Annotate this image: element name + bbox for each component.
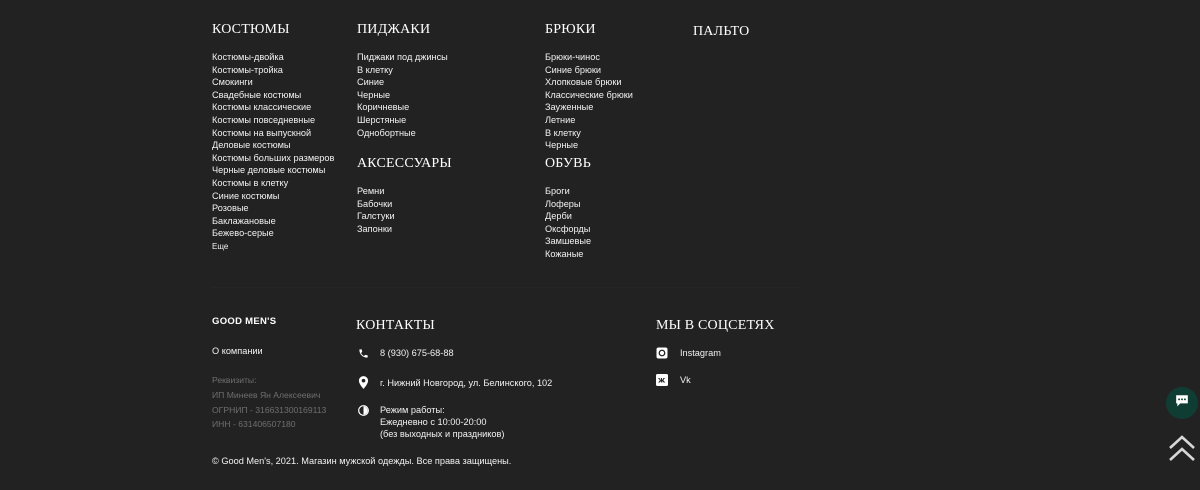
jackets-link[interactable]: Коричневые bbox=[357, 102, 410, 113]
trousers-link[interactable]: Хлопковые брюки bbox=[545, 77, 622, 88]
catalog-link-item bbox=[545, 139, 633, 152]
suits-more-link[interactable]: Еще bbox=[212, 241, 229, 251]
shoes-link[interactable]: Кожаные bbox=[545, 248, 584, 259]
shoes-link[interactable]: Дерби bbox=[545, 211, 572, 222]
trousers-link[interactable]: В клетку bbox=[545, 127, 581, 138]
catalog-link-item bbox=[212, 114, 334, 127]
jackets-title: ПИДЖАКИ bbox=[357, 22, 431, 37]
catalog-link-item bbox=[357, 198, 452, 211]
catalog-link-item bbox=[545, 64, 633, 77]
catalog-link-item bbox=[545, 101, 633, 114]
vk-label[interactable]: Vk bbox=[680, 375, 691, 385]
shoes-list bbox=[545, 185, 591, 261]
catalog-link-item bbox=[212, 89, 334, 102]
catalog-link-item bbox=[357, 210, 452, 223]
coats-title-link[interactable]: ПАЛЬТО bbox=[693, 24, 750, 39]
catalog-link-item bbox=[212, 76, 334, 89]
vk-icon bbox=[656, 374, 668, 386]
footer-divider bbox=[212, 287, 802, 288]
catalog-link-item bbox=[212, 190, 334, 203]
trousers-link[interactable]: Брюки-чинос bbox=[545, 52, 600, 62]
catalog-link-item bbox=[357, 127, 448, 140]
catalog-link-item bbox=[545, 89, 633, 102]
suits-link[interactable]: Костюмы в клетку bbox=[212, 177, 289, 188]
shoes-link[interactable]: Лоферы bbox=[545, 198, 581, 209]
jackets-link[interactable]: Черные bbox=[357, 89, 391, 100]
contact-address bbox=[357, 376, 552, 389]
requisites-line: ИП Минеев Ян Алексеевич bbox=[212, 389, 321, 400]
social-title: МЫ В СОЦСЕТЯХ bbox=[656, 318, 775, 333]
catalog-jackets bbox=[357, 22, 448, 139]
location-pin-icon bbox=[357, 376, 369, 388]
social-vk-link[interactable] bbox=[656, 374, 691, 386]
clock-icon bbox=[357, 404, 369, 416]
catalog-link-item bbox=[212, 127, 334, 140]
catalog-trousers bbox=[545, 22, 633, 152]
accessories-link[interactable]: Ремни bbox=[357, 186, 385, 196]
suits-link[interactable]: Розовые bbox=[212, 203, 249, 214]
suits-link[interactable]: Костюмы повседневные bbox=[212, 114, 316, 125]
accessories-title: АКСЕССУАРЫ bbox=[357, 156, 452, 171]
suits-link[interactable]: Костюмы больших размеров bbox=[212, 152, 335, 163]
accessories-link[interactable]: Галстуки bbox=[357, 211, 395, 222]
catalog-coats bbox=[693, 22, 749, 40]
catalog-link-item bbox=[357, 89, 448, 102]
chat-bubble-icon bbox=[1175, 394, 1189, 412]
catalog-link-item bbox=[357, 223, 452, 236]
suits-link[interactable]: Смокинги bbox=[212, 77, 253, 88]
requisites-line: Реквизиты: bbox=[212, 375, 257, 385]
jackets-link[interactable]: Синие bbox=[357, 77, 385, 88]
suits-link[interactable]: Костюмы-двойка bbox=[212, 52, 284, 62]
suits-link[interactable]: Бежево-серые bbox=[212, 228, 274, 239]
catalog-link-item bbox=[357, 101, 448, 114]
trousers-link[interactable]: Классические брюки bbox=[545, 89, 633, 100]
instagram-icon bbox=[656, 347, 668, 359]
trousers-link[interactable]: Синие брюки bbox=[545, 64, 602, 75]
catalog-link-item bbox=[545, 51, 633, 64]
catalog-suits bbox=[212, 22, 334, 253]
copyright-text: © Good Men's, 2021. Магазин мужской одежды. Все права защищены. bbox=[212, 456, 512, 466]
trousers-link[interactable]: Летние bbox=[545, 114, 576, 125]
shoes-link[interactable]: Замшевые bbox=[545, 236, 592, 247]
catalog-link-item bbox=[357, 185, 452, 198]
jackets-link[interactable]: Однобортные bbox=[357, 127, 416, 138]
jackets-link[interactable]: Шерстяные bbox=[357, 114, 407, 125]
accessories-link[interactable]: Запонки bbox=[357, 223, 392, 234]
shoes-link[interactable]: Оксфорды bbox=[545, 223, 591, 234]
catalog-link-item bbox=[212, 64, 334, 77]
trousers-link[interactable]: Зауженные bbox=[545, 102, 594, 113]
catalog-link-item bbox=[212, 139, 334, 152]
accessories-list bbox=[357, 185, 452, 235]
hours-value: Ежедневно с 10:00-20:00 bbox=[380, 417, 487, 427]
accessories-link[interactable]: Бабочки bbox=[357, 198, 393, 209]
about-company-link[interactable]: О компании bbox=[212, 346, 263, 356]
catalog-link-item bbox=[357, 51, 448, 64]
double-chevron-up-icon bbox=[1168, 451, 1196, 468]
catalog-shoes bbox=[545, 156, 591, 261]
jackets-link[interactable]: В клетку bbox=[357, 64, 393, 75]
catalog-link-item bbox=[212, 51, 334, 64]
catalog-link-item bbox=[212, 202, 334, 215]
suits-link[interactable]: Костюмы на выпускной bbox=[212, 127, 312, 138]
hours-label: Режим работы: bbox=[380, 405, 445, 415]
trousers-list bbox=[545, 51, 633, 152]
hours-note: (без выходных и праздников) bbox=[380, 429, 505, 439]
catalog-link-item bbox=[212, 215, 334, 228]
catalog-link-item bbox=[357, 76, 448, 89]
catalog-link-item bbox=[357, 114, 448, 127]
catalog-link-item bbox=[545, 235, 591, 248]
suits-list bbox=[212, 51, 334, 253]
catalog-accessories bbox=[357, 156, 452, 235]
catalog-link-item bbox=[212, 177, 334, 190]
requisites-line: ИНН - 631406507180 bbox=[212, 419, 296, 430]
phone-number[interactable]: 8 (930) 675-68-88 bbox=[380, 348, 454, 358]
social-instagram-link[interactable] bbox=[656, 347, 721, 359]
suits-link[interactable]: Баклажановые bbox=[212, 215, 276, 226]
contacts-title: КОНТАКТЫ bbox=[356, 318, 435, 333]
catalog-link-item bbox=[212, 240, 334, 253]
hours-text bbox=[380, 404, 504, 440]
catalog-link-item bbox=[357, 64, 448, 77]
address-text: г. Нижний Новгород, ул. Белинского, 102 bbox=[380, 378, 553, 388]
contact-hours bbox=[357, 404, 504, 440]
catalog-link-item bbox=[545, 76, 633, 89]
trousers-title: БРЮКИ bbox=[545, 22, 596, 37]
brand-logo[interactable]: GOOD MEN'S bbox=[212, 316, 277, 327]
catalog-link-item bbox=[212, 152, 334, 165]
catalog-link-item bbox=[212, 227, 334, 240]
suits-link[interactable]: Синие костюмы bbox=[212, 190, 280, 201]
catalog-link-item bbox=[545, 223, 591, 236]
catalog-link-item bbox=[212, 101, 334, 114]
catalog-link-item bbox=[545, 114, 633, 127]
shoes-title: ОБУВЬ bbox=[545, 156, 591, 171]
phone-icon bbox=[357, 347, 369, 359]
suits-link[interactable]: Костюмы классические bbox=[212, 102, 312, 113]
catalog-link-item bbox=[545, 210, 591, 223]
catalog-link-item bbox=[212, 164, 334, 177]
suits-link[interactable]: Черные деловые костюмы bbox=[212, 165, 326, 176]
catalog-link-item bbox=[545, 127, 633, 140]
contact-phone[interactable] bbox=[357, 347, 454, 359]
catalog-link-item bbox=[545, 185, 591, 198]
trousers-link[interactable]: Черные bbox=[545, 140, 579, 151]
suits-link[interactable]: Свадебные костюмы bbox=[212, 89, 302, 100]
instagram-label[interactable]: Instagram bbox=[680, 348, 721, 358]
catalog-link-item bbox=[545, 248, 591, 261]
chat-widget-button[interactable] bbox=[1166, 387, 1198, 419]
company-requisites bbox=[212, 373, 326, 432]
suits-link[interactable]: Деловые костюмы bbox=[212, 140, 291, 151]
suits-title: КОСТЮМЫ bbox=[212, 22, 290, 37]
shoes-link[interactable]: Броги bbox=[545, 186, 570, 196]
suits-link[interactable]: Костюмы-тройка bbox=[212, 64, 283, 75]
scroll-to-top-button[interactable] bbox=[1168, 434, 1196, 464]
jackets-list bbox=[357, 51, 448, 139]
jackets-link[interactable]: Пиджаки под джинсы bbox=[357, 52, 448, 62]
requisites-line: ОГРНИП - 316631300169113 bbox=[212, 404, 327, 415]
catalog-link-item bbox=[545, 198, 591, 211]
